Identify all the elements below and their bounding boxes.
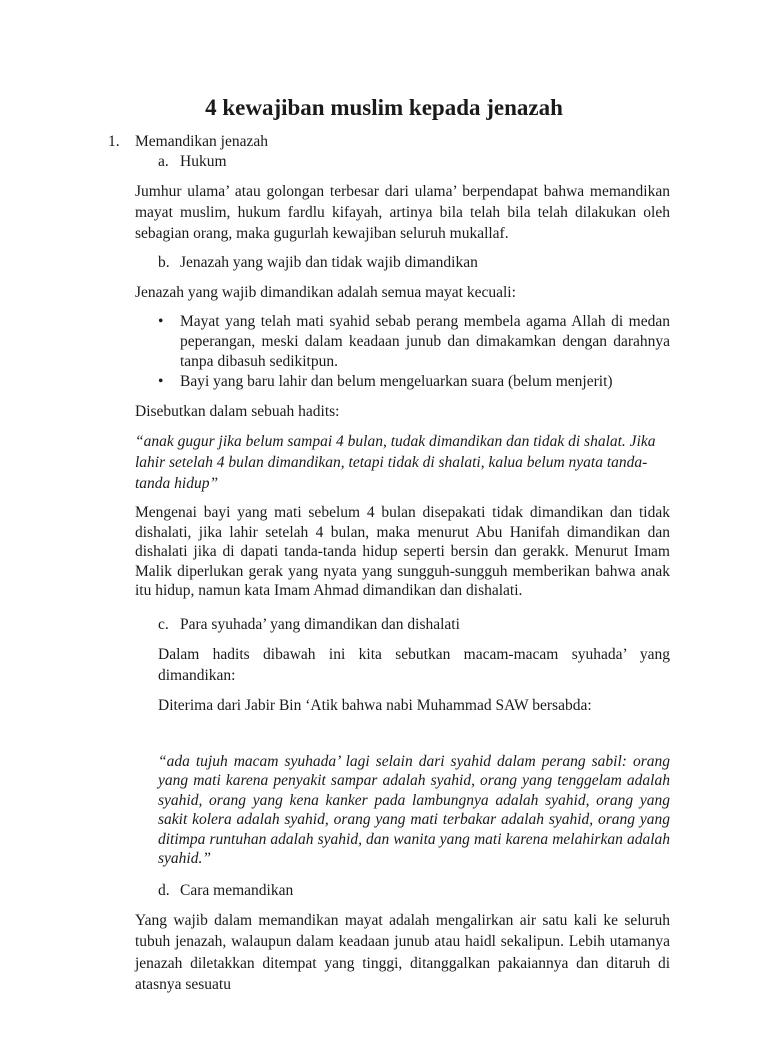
bullet-text: Bayi yang baru lahir dan belum mengeluarkan suara (belum menjerit): [180, 373, 613, 390]
section-1-heading: [108, 132, 670, 152]
paragraph-hukum: Jumhur ulama’ atau golongan terbesar dari ulama’ berpendapat bahwa memandikan mayat muslim, hukum fardlu kifayah, artinya bila telah bila telah dilakukan oleh sebagian orang, maka gugurlah kewajiban seluruh mukallaf.: [135, 183, 670, 242]
syuhada-quote: “ada tujuh macam syuhada’ lagi selain dari syahid dalam perang sabil: orang yang mati karena penyakit sampar adalah syahid, orang yang tenggelam adalah syahid, orang yang kena kanker pada lambungnya adalah syahid, orang yang sakit kolera adalah syahid, orang yang mati terbakar adalah syahid, orang yang ditimpa runtuhan adalah syahid, dan wanita yang mati karena melahirkan adalah syahid.”: [158, 752, 670, 867]
sub-heading-d-row: [158, 881, 670, 901]
sub-letter-c: c.: [158, 615, 169, 633]
sub-letter-d: d.: [158, 881, 170, 899]
list-item: [135, 372, 670, 392]
sub-heading-b-row: [158, 253, 670, 273]
bullet-text: Mayat yang telah mati syahid sebab perang membela agama Allah di medan peperangan, meski dalam keadaan junub dan dimakamkan dengan darahnya tanpa dibasuh sedikitpun.: [180, 313, 670, 370]
sub-letter-a: a.: [158, 153, 169, 170]
paragraph-jabir: Diterima dari Jabir Bin ‘Atik bahwa nabi Muhammad SAW bersabda:: [158, 696, 592, 714]
sub-heading-c-row: [158, 615, 670, 635]
section-label: Memandikan jenazah: [135, 133, 268, 150]
bullet-icon: •: [158, 313, 164, 330]
list-item: [135, 312, 670, 372]
sub-heading-b: Jenazah yang wajib dan tidak wajib dimandikan: [180, 254, 478, 271]
sub-letter-b: b.: [158, 254, 170, 271]
paragraph-syuhada: Dalam hadits dibawah ini kita sebutkan macam-macam syuhada’ yang dimandikan:: [158, 645, 670, 684]
sub-heading-a-row: [158, 152, 670, 172]
bullet-icon: •: [158, 373, 164, 390]
sub-heading-a: Hukum: [180, 153, 227, 170]
paragraph-hadits-intro: Disebutkan dalam sebuah hadits:: [135, 403, 340, 420]
hadits-quote: “anak gugur jika belum sampai 4 bulan, tudak dimandikan dan tidak di shalat. Jika lahir setelah 4 bulan dimandikan, tetapi tidak di shalati, kalua belum nyata tanda-tanda hidup”: [135, 433, 656, 492]
list-number: 1.: [108, 133, 120, 150]
paragraph-bayi: Mengenai bayi yang mati sebelum 4 bulan disepakati tidak dimandikan dan tidak dishalati, jika lahir setelah 4 bulan, maka menurut Abu Hanifah dimandikan dan dishalati jika di dapati tanda-tanda hidup seperti bersin dan gerakk. Menurut Imam Malik diperlukan gerak yang nyata yang sungguh-sungguh memberikan bahwa anak itu hidup, namun kata Imam Ahmad dimandikan dan dishalati.: [135, 504, 670, 599]
sub-heading-d: Cara memandikan: [180, 881, 294, 899]
paragraph-cara: Yang wajib dalam memandikan mayat adalah mengalirkan air satu kali ke seluruh tubuh jenazah, walaupun dalam keadaan junub atau haidl sekalipun. Lebih utamanya jenazah diletakkan ditempat yang tinggi, ditanggalkan pakaiannya dan ditaruh di atasnya sesuatu: [135, 911, 670, 993]
paragraph-intro: Jenazah yang wajib dimandikan adalah semua mayat kecuali:: [135, 284, 516, 301]
document-title: 4 kewajiban muslim kepada jenazah: [205, 95, 563, 120]
bullet-list: [135, 312, 670, 392]
sub-heading-c: Para syuhada’ yang dimandikan dan dishalati: [180, 615, 460, 633]
